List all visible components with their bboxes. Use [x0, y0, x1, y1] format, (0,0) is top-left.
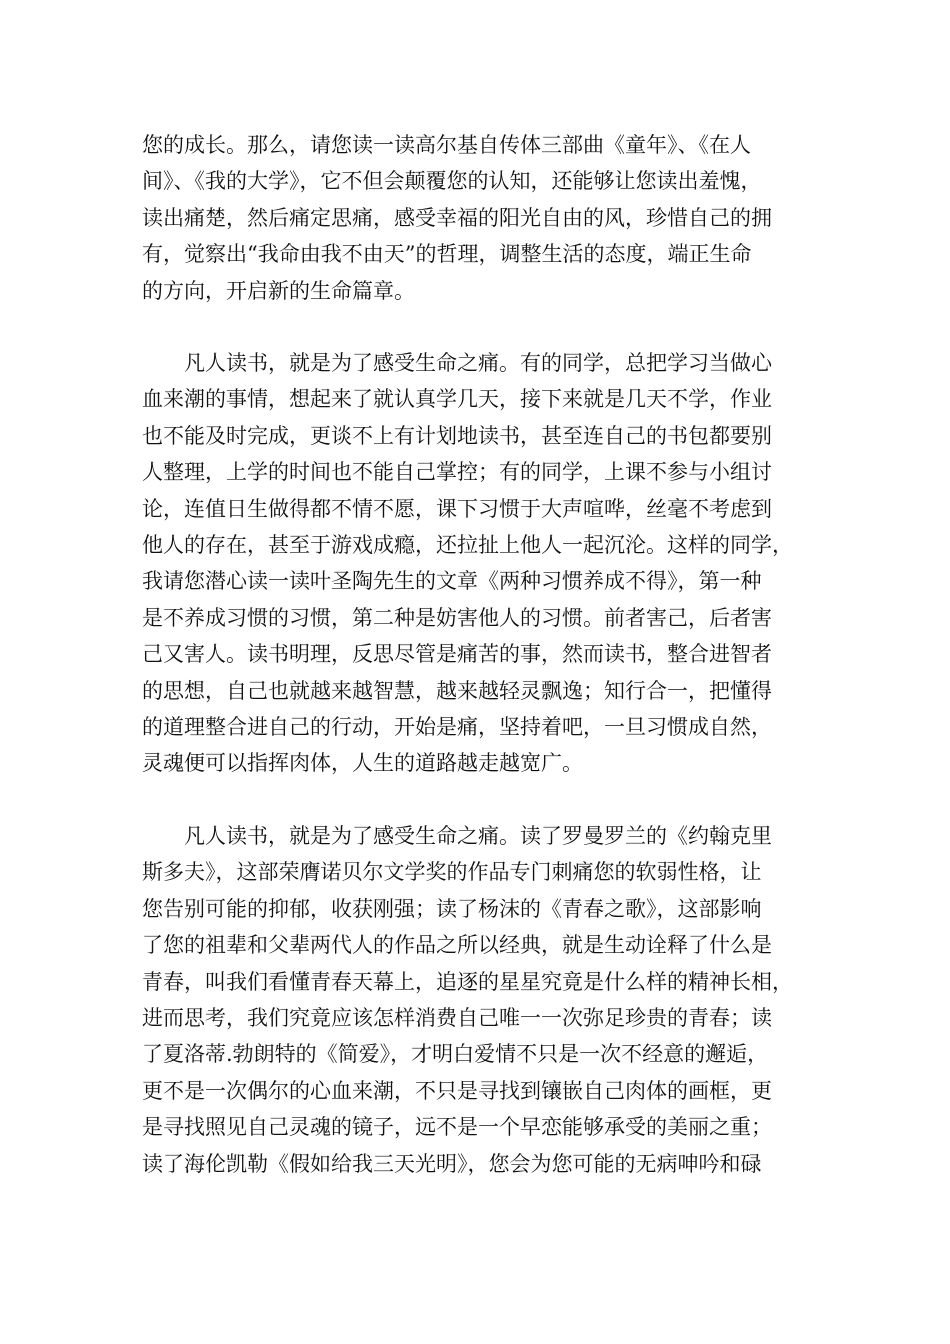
- text-line: 了您的祖辈和父辈两代人的作品之所以经典，就是生动诠释了什么是: [142, 933, 772, 958]
- text-line: 了夏洛蒂.勃朗特的《简爱》，才明白爱情不只是一次不经意的邂逅，: [142, 1042, 769, 1067]
- text-line: 间》、《我的大学》，它不但会颠覆您的认知，还能够让您读出羞愧，: [142, 169, 762, 194]
- text-line: 是不养成习惯的习惯，第二种是妨害他人的习惯。前者害己，后者害: [142, 605, 772, 630]
- paragraph-1: [142, 127, 812, 309]
- text-line: 您的成长。那么，请您读一读高尔基自传体三部曲《童年》、《在人: [142, 133, 751, 157]
- text-line: 灵魂便可以指挥肉体，人生的道路越走越宽广。: [142, 751, 583, 776]
- text-line: 论，连值日生做得都不情不愿，课下习惯于大声喧哗，丝毫不考虑到: [142, 496, 772, 521]
- text-line: 读了海伦凯勒《假如给我三天光明》，您会为您可能的无病呻吟和碌: [142, 1151, 762, 1176]
- text-line: 更不是一次偶尔的心血来潮，不只是寻找到镶嵌自己肉体的画框，更: [142, 1078, 772, 1103]
- text-line: 进而思考，我们究竟应该怎样消费自己唯一一次弥足珍贵的青春；读: [142, 1005, 772, 1030]
- text-line: 青春，叫我们看懂青春天幕上，追逐的星星究竟是什么样的精神长相，: [142, 969, 793, 994]
- text-line: 的思想，自己也就越来越智慧，越来越轻灵飘逸；知行合一，把懂得: [142, 678, 772, 703]
- text-line: 人整理，上学的时间也不能自己掌控；有的同学，上课不参与小组讨: [142, 460, 772, 485]
- text-line: 凡人读书，就是为了感受生命之痛。有的同学，总把学习当做心: [142, 351, 772, 375]
- text-line: 我请您潜心读一读叶圣陶先生的文章《两种习惯养成不得》，第一种: [142, 569, 762, 594]
- text-line: 您告别可能的抑郁，收获刚强；读了杨沫的《青春之歌》，这部影响: [142, 896, 762, 921]
- text-line: 是寻找照见自己灵魂的镜子，远不是一个早恋能够承受的美丽之重；: [142, 1115, 772, 1140]
- text-line: 己又害人。读书明理，反思尽管是痛苦的事，然而读书，整合进智者: [142, 642, 772, 667]
- text-line: 读出痛楚，然后痛定思痛，感受幸福的阳光自由的风，珍惜自己的拥: [142, 205, 772, 230]
- paragraph-3: [142, 818, 812, 1182]
- text-line: 斯多夫》，这部荣膺诺贝尔文学奖的作品专门刺痛您的软弱性格，让: [142, 860, 762, 885]
- text-line: 凡人读书，就是为了感受生命之痛。读了罗曼罗兰的《约翰克里: [142, 824, 772, 848]
- text-line: 血来潮的事情，想起来了就认真学几天，接下来就是几天不学，作业: [142, 387, 772, 412]
- paragraph-2: [142, 345, 812, 782]
- text-line: 的方向，开启新的生命篇章。: [142, 278, 415, 303]
- text-line: 有，觉察出“我命由我不由天”的哲理，调整生活的态度，端正生命: [142, 242, 752, 267]
- text-line: 也不能及时完成，更谈不上有计划地读书，甚至连自己的书包都要别: [142, 423, 772, 448]
- text-line: 的道理整合进自己的行动，开始是痛，坚持着吧，一旦习惯成自然，: [142, 714, 772, 739]
- text-line: 他人的存在，甚至于游戏成瘾，还拉扯上他人一起沉沦。这样的同学，: [142, 532, 793, 557]
